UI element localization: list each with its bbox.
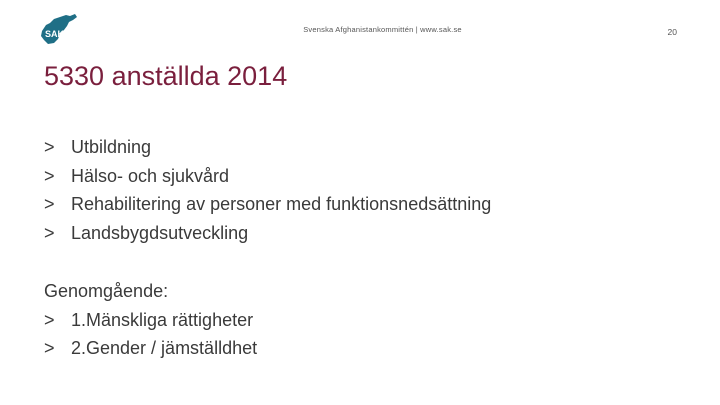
bullet-marker: > [44, 338, 55, 359]
bullet-text: Hälso- och sjukvård [71, 165, 230, 186]
page-number: 20 [667, 27, 677, 37]
list-item [44, 190, 491, 219]
header-org-text: Svenska Afghanistankommittén | www.sak.se [303, 25, 462, 34]
bullet-marker: > [44, 194, 55, 215]
bullet-text: Utbildning [71, 137, 152, 157]
logo-text: SAK [45, 29, 65, 39]
list-item [44, 162, 491, 191]
section-item-text: 1.Mänskliga rättigheter [71, 309, 254, 330]
section-genomgaende [44, 277, 257, 363]
bullet-text: Landsbygdsutveckling [71, 223, 249, 244]
section-item-text: 2.Gender / jämställdhet [71, 338, 258, 359]
bullet-marker: > [44, 137, 55, 157]
list-item [44, 219, 491, 248]
bullet-marker: > [44, 165, 55, 186]
bullet-marker: > [44, 223, 55, 244]
bullet-marker: > [44, 309, 55, 330]
list-item [44, 334, 257, 363]
section-list [44, 306, 257, 363]
list-item [44, 306, 257, 335]
bullet-list [44, 133, 491, 248]
bullet-text: Rehabilitering av personer med funktionsnedsättning [71, 194, 492, 215]
section-heading: Genomgående: [44, 281, 169, 301]
list-item [44, 133, 491, 162]
slide-title: 5330 anställda 2014 [44, 61, 288, 91]
